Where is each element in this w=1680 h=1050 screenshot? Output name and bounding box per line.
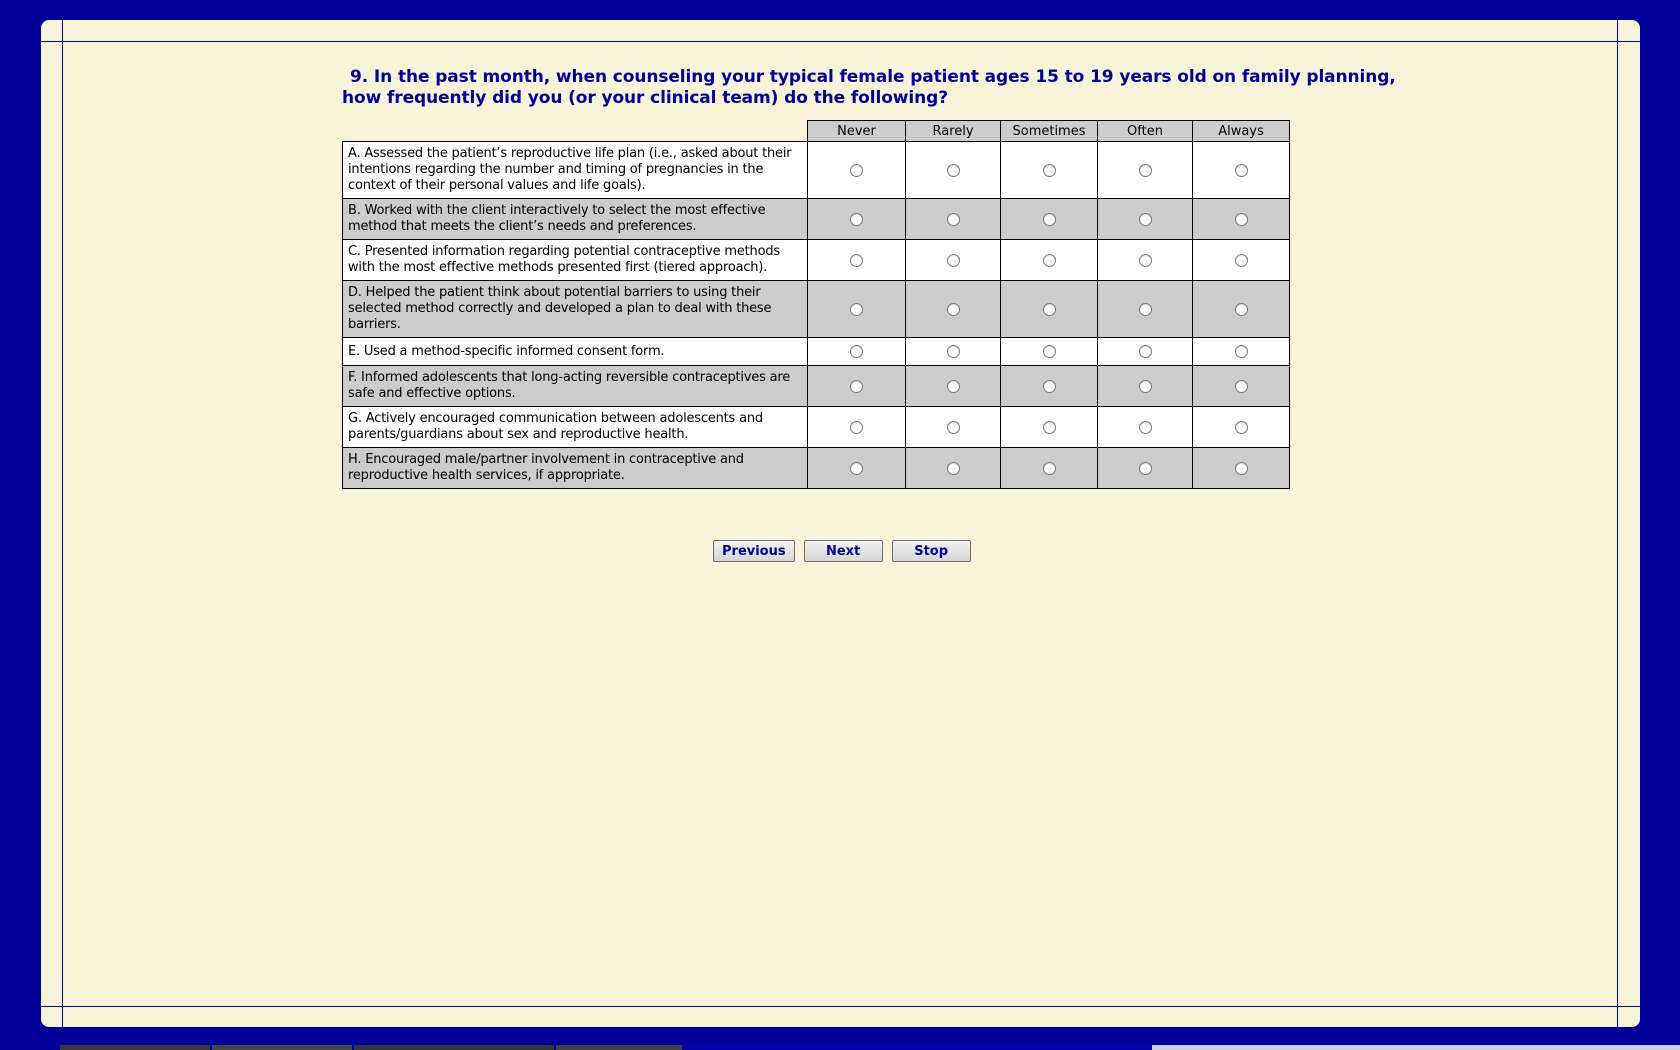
row-label-b: B. Worked with the client interactively to select the most effective method that meets the client’s needs and preferences. xyxy=(343,199,808,240)
column-header-sometimes: Sometimes xyxy=(1001,121,1098,142)
row-label-e: E. Used a method-specific informed consent form. xyxy=(343,338,808,366)
column-header-often: Often xyxy=(1098,121,1193,142)
taskbar-segment xyxy=(212,1045,352,1050)
radio-c-rarely[interactable] xyxy=(947,254,960,267)
radio-h-always[interactable] xyxy=(1235,462,1248,475)
row-label-d: D. Helped the patient think about potential barriers to using their selected method correctly and developed a plan to deal with these barriers. xyxy=(343,281,808,338)
table-row-d xyxy=(343,281,1290,338)
frequency-matrix-table xyxy=(342,120,1290,489)
radio-g-often[interactable] xyxy=(1139,421,1152,434)
radio-a-never[interactable] xyxy=(850,164,863,177)
survey-content-panel xyxy=(41,20,1640,1027)
row-label-g: G. Actively encouraged communication between adolescents and parents/guardians about sex and reproductive health. xyxy=(343,407,808,448)
radio-b-always[interactable] xyxy=(1235,213,1248,226)
next-button[interactable]: Next xyxy=(804,540,883,562)
radio-c-sometimes[interactable] xyxy=(1043,254,1056,267)
radio-c-never[interactable] xyxy=(850,254,863,267)
row-label-c: C. Presented information regarding potential contraceptive methods with the most effective methods presented first (tiered approach). xyxy=(343,240,808,281)
radio-d-sometimes[interactable] xyxy=(1043,303,1056,316)
table-row-a xyxy=(343,142,1290,199)
radio-g-always[interactable] xyxy=(1235,421,1248,434)
previous-button[interactable]: Previous xyxy=(713,540,795,562)
radio-f-sometimes[interactable] xyxy=(1043,380,1056,393)
column-header-rarely: Rarely xyxy=(906,121,1001,142)
empty-header-cell xyxy=(343,121,808,142)
taskbar-segment xyxy=(1152,1045,1680,1050)
radio-g-never[interactable] xyxy=(850,421,863,434)
radio-d-rarely[interactable] xyxy=(947,303,960,316)
radio-a-rarely[interactable] xyxy=(947,164,960,177)
nav-buttons xyxy=(713,540,971,562)
radio-e-always[interactable] xyxy=(1235,345,1248,358)
radio-g-rarely[interactable] xyxy=(947,421,960,434)
column-header-never: Never xyxy=(808,121,906,142)
radio-f-never[interactable] xyxy=(850,380,863,393)
table-row-c xyxy=(343,240,1290,281)
radio-a-often[interactable] xyxy=(1139,164,1152,177)
radio-a-sometimes[interactable] xyxy=(1043,164,1056,177)
radio-f-often[interactable] xyxy=(1139,380,1152,393)
radio-b-rarely[interactable] xyxy=(947,213,960,226)
stop-button[interactable]: Stop xyxy=(892,540,971,562)
table-header-row xyxy=(343,121,1290,142)
radio-h-often[interactable] xyxy=(1139,462,1152,475)
taskbar-segment xyxy=(60,1045,210,1050)
radio-e-sometimes[interactable] xyxy=(1043,345,1056,358)
radio-b-often[interactable] xyxy=(1139,213,1152,226)
table-row-b xyxy=(343,199,1290,240)
radio-d-often[interactable] xyxy=(1139,303,1152,316)
row-label-f: F. Informed adolescents that long-acting reversible contraceptives are safe and effective options. xyxy=(343,366,808,407)
radio-h-sometimes[interactable] xyxy=(1043,462,1056,475)
radio-e-never[interactable] xyxy=(850,345,863,358)
radio-f-rarely[interactable] xyxy=(947,380,960,393)
column-header-always: Always xyxy=(1193,121,1290,142)
frame-line-right xyxy=(1617,20,1618,1027)
radio-f-always[interactable] xyxy=(1235,380,1248,393)
question-text xyxy=(342,67,1402,109)
table-row-f xyxy=(343,366,1290,407)
question-line-2: how frequently did you (or your clinical team) do the following? xyxy=(342,88,948,108)
radio-d-always[interactable] xyxy=(1235,303,1248,316)
taskbar-sliver xyxy=(0,1045,1680,1050)
radio-g-sometimes[interactable] xyxy=(1043,421,1056,434)
frame-line-top xyxy=(41,41,1640,42)
radio-c-often[interactable] xyxy=(1139,254,1152,267)
radio-e-often[interactable] xyxy=(1139,345,1152,358)
row-label-a: A. Assessed the patient’s reproductive life plan (i.e., asked about their intentions regarding the number and timing of pregnancies in the context of their personal values and life goals). xyxy=(343,142,808,199)
radio-c-always[interactable] xyxy=(1235,254,1248,267)
question-line-1: 9. In the past month, when counseling your typical female patient ages 15 to 19 years old on family planning, xyxy=(350,67,1396,87)
radio-h-never[interactable] xyxy=(850,462,863,475)
radio-e-rarely[interactable] xyxy=(947,345,960,358)
radio-h-rarely[interactable] xyxy=(947,462,960,475)
frame-line-bottom xyxy=(41,1006,1640,1007)
table-row-e xyxy=(343,338,1290,366)
taskbar-segment xyxy=(682,1045,1152,1050)
table-row-g xyxy=(343,407,1290,448)
taskbar-segment xyxy=(354,1045,554,1050)
radio-d-never[interactable] xyxy=(850,303,863,316)
taskbar-segment xyxy=(556,1045,682,1050)
radio-b-sometimes[interactable] xyxy=(1043,213,1056,226)
table-row-h xyxy=(343,448,1290,489)
row-label-h: H. Encouraged male/partner involvement in contraceptive and reproductive health services, if appropriate. xyxy=(343,448,808,489)
radio-a-always[interactable] xyxy=(1235,164,1248,177)
radio-b-never[interactable] xyxy=(850,213,863,226)
frame-line-left xyxy=(62,20,63,1027)
